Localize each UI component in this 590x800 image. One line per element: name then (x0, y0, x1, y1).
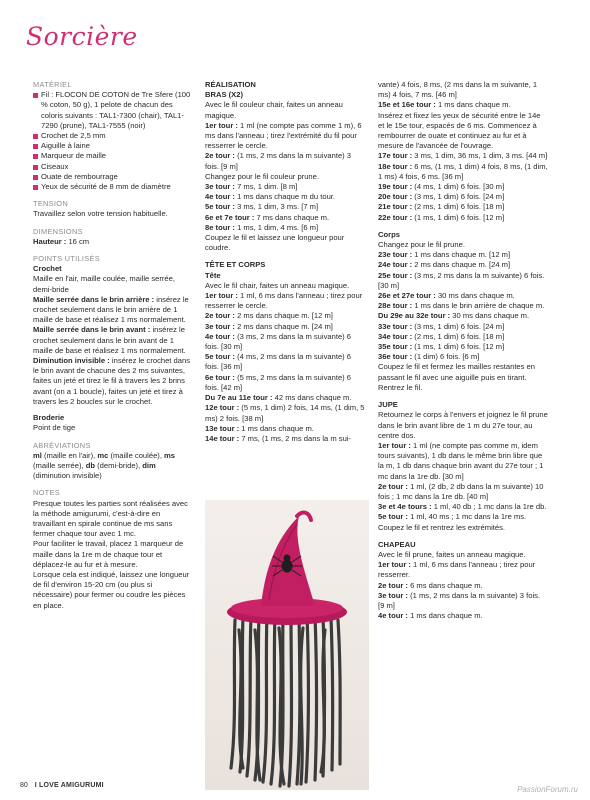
abbreviations-heading: ABRÉVIATIONS (33, 440, 91, 450)
page-footer (20, 782, 104, 789)
instruction-row: 34e tour : (2 ms, 1 dim) 6 fois. [18 m] (378, 331, 505, 341)
instruction-row: 4e tour : 1 ms dans chaque m du tour. (205, 192, 336, 202)
magazine-name: I LOVE AMIGURUMI (34, 782, 104, 789)
page-number: 80 (20, 782, 28, 789)
jupe-rows (378, 410, 548, 532)
chapeau-rows (378, 550, 548, 621)
instruction-row: 20e tour : (3 ms, 1 dim) 6 fois. [24 m] (378, 192, 505, 202)
instruction-row: Changez pour le fil prune. (378, 240, 465, 250)
dimensions-heading: DIMENSIONS (33, 226, 83, 236)
instruction-row: 28e tour : 1 ms dans le brin arrière de chaque m. (378, 301, 545, 311)
stitch-back-loop: Maille serrée dans le brin arrière : insérez le crochet seulement dans le brin arrière de 1 maille de base et réalisez 1 ms normalement. (33, 294, 189, 325)
materiel-item: Ouate de rembourrage (33, 172, 191, 182)
instruction-row: Coupez le fil et fermez les mailles restantes en passant le fil avec une aiguille puis en tirant. Rentrez le fil. (378, 362, 536, 392)
column-realisation (205, 80, 367, 444)
bras-rows (205, 121, 367, 254)
tete-intro: Avec le fil chair, faites un anneau magique. (205, 280, 350, 290)
head-continued-rows (378, 80, 548, 223)
abbreviations-text: ml (maille en l'air), mc (maille coulée), ms (maille serrée), db (demi-bride), dim (diminution invisible) (33, 450, 176, 481)
instruction-row: 21e tour : (2 ms, 1 dim) 6 fois. [18 m] (378, 202, 505, 212)
bras-heading: BRAS (X2) (205, 90, 243, 100)
bras-intro: Avec le fil couleur chair, faites un anneau magique. (205, 100, 343, 120)
instruction-row: 8e tour : 1 ms, 1 dim, 4 ms. [6 m] (205, 222, 319, 232)
instruction-row: 19e tour : (4 ms, 1 dim) 6 fois. [30 m] (378, 182, 505, 192)
jupe-heading: JUPE (378, 400, 398, 410)
tete-heading: TÊTE ET CORPS (205, 260, 266, 270)
column-continuation (378, 80, 548, 621)
instruction-row: Retournez le corps à l'envers et joignez le fil prune dans le brin avant libre de 1 m du 27e tour, au centre dos. (378, 410, 548, 440)
instruction-row: 33e tour : (3 ms, 1 dim) 6 fois. [24 m] (378, 321, 505, 331)
materiel-item: Aiguille à laine (33, 141, 191, 151)
notes-heading: NOTES (33, 488, 60, 498)
corps-heading: Corps (378, 229, 400, 239)
instruction-row: 15e et 16e tour : 1 ms dans chaque m. (378, 100, 511, 110)
instruction-row: 6e tour : (5 ms, 2 ms dans la m suivante) 6 fois. [42 m] (205, 372, 352, 392)
notes-paragraph: Presque toutes les parties sont réalisées avec la méthode amigurumi, c'est-à-dire en travaillant en spirale continue de ms sans fermer chaque tour avec 1 mc. (33, 498, 188, 539)
tension-heading: TENSION (33, 199, 68, 209)
instruction-row: 1er tour : 1 ml (ne compte pas comme 1 m), 6 ms dans l'anneau ; tirez l'extrémité du fil pour resserrer le cercle. (205, 120, 362, 151)
instruction-row: 24e tour : 2 ms dans chaque m. [24 m] (378, 260, 511, 270)
instruction-row: 3e et 4e tours : 1 ml, 40 db ; 1 mc dans la 1re db. (378, 502, 547, 512)
instruction-row: Changez pour le fil couleur prune. (205, 171, 319, 181)
crochet-text: Maille en l'air, maille coulée, maille serrée, demi-bride (33, 274, 175, 294)
instruction-row: 2e tour : 6 ms dans chaque m. (378, 580, 483, 590)
instruction-row: 1er tour : 1 ml, 6 ms dans l'anneau ; tirez pour resserrer le cercle. (205, 291, 363, 311)
broderie-text: Point de tige (33, 423, 76, 433)
instruction-row: Du 29e au 32e tour : 30 ms dans chaque m. (378, 311, 530, 321)
column-materials (33, 80, 191, 611)
watermark: PassionForum.ru (517, 785, 578, 794)
instruction-row: 4e tour : (3 ms, 2 ms dans la m suivante) 6 fois. [30 m] (205, 331, 352, 352)
instruction-row: 2e tour : 2 ms dans chaque m. [12 m] (205, 311, 333, 321)
instruction-row: 17e tour : 3 ms, 1 dim, 36 ms, 1 dim, 3 ms. [44 m] (378, 151, 548, 161)
materiel-item: Crochet de 2,5 mm (33, 131, 191, 141)
instruction-row: Coupez le fil et rentrez les extrémités. (378, 522, 506, 532)
materiel-item: Fil : FLOCON DE COTON de Tre Sfere (100 % coton, 50 g), 1 pelote de chacun des coloris suivants : TAL1-7300 (chair), TAL1-7290 (prune), TAL1-7555 (noir) (33, 90, 191, 131)
instruction-row: 3e tour : 7 ms, 1 dim. [8 m] (205, 182, 298, 192)
materiel-list (33, 90, 191, 192)
page-title: Sorcière (26, 22, 138, 51)
tension-text: Travaillez selon votre tension habituelle. (33, 209, 168, 219)
materiel-item: Yeux de sécurité de 8 mm de diamètre (33, 182, 191, 192)
dimensions-text: Hauteur : 16 cm (33, 236, 90, 246)
notes-paragraph: Lorsque cela est indiqué, laissez une longueur de fil d'environ 15-20 cm (ou plus si nécessaire) pour fermer ou coudre les pièces en place. (33, 569, 190, 610)
instruction-row: 35e tour : (1 ms, 1 dim) 6 fois. [12 m] (378, 342, 505, 352)
instruction-row: 5e tour : 3 ms, 1 dim, 3 ms. [7 m] (205, 202, 319, 212)
realisation-heading: RÉALISATION (205, 80, 256, 89)
instruction-row: 22e tour : (1 ms, 1 dim) 6 fois. [12 m] (378, 212, 505, 222)
materiel-item: Marqueur de maille (33, 151, 191, 161)
instruction-row: 18e tour : 6 ms, (1 ms, 1 dim) 4 fois, 8 ms, (1 dim, 1 ms) 4 fois, 6 ms. [36 m] (378, 161, 548, 181)
instruction-row: 36e tour : (1 dim) 6 fois. [6 m] (378, 352, 480, 362)
chapeau-heading: CHAPEAU (378, 539, 416, 549)
instruction-row: 12e tour : (5 ms, 1 dim) 2 fois, 14 ms, (1 dim, 5 ms) 2 fois. [38 m] (205, 403, 365, 423)
instruction-row: Du 7e au 11e tour : 42 ms dans chaque m. (205, 393, 352, 403)
instruction-row: 13e tour : 1 ms dans chaque m. (205, 423, 314, 433)
instruction-row: 5e tour : (4 ms, 2 ms dans la m suivante) 6 fois. [36 m] (205, 352, 352, 372)
tete-rows (205, 291, 367, 444)
stitch-front-loop: Maille serrée dans le brin avant : insérez le crochet seulement dans le brin avant de 1 maille de base et réalisez 1 ms normalement. (33, 325, 186, 355)
crochet-heading: Crochet (33, 264, 62, 274)
instruction-row: 26e et 27e tour : 30 ms dans chaque m. (378, 291, 515, 301)
instruction-row: 1er tour : 1 ml (ne compte pas comme m, idem tours suivants), 1 db dans le même brin libre que la m, 1 db dans chaque brin avant du 27e tour ; 1 mc dans la 1re db. [30 m] (378, 440, 544, 481)
instruction-row: 3e tour : 2 ms dans chaque m. [24 m] (205, 321, 333, 331)
instruction-row: 1er tour : 1 ml, 6 ms dans l'anneau ; tirez pour resserrer. (378, 560, 536, 580)
instruction-row: 3e tour : (1 ms, 2 ms dans la m suivante) 3 fois. [9 m] (378, 590, 541, 610)
instruction-row: vante) 4 fois, 8 ms, (2 ms dans la m suivante, 1 ms) 4 fois, 7 ms. [46 m] (378, 80, 538, 100)
notes-paragraph: Pour faciliter le travail, placez 1 marqueur de maille dans la 1re m de chaque tour et déplacez-le au fur et à mesure. (33, 539, 184, 569)
instruction-row: 4e tour : 1 ms dans chaque m. (378, 611, 483, 621)
instruction-row: 6e et 7e tour : 7 ms dans chaque m. (205, 212, 330, 222)
instruction-row: 25e tour : (3 ms, 2 ms dans la m suivante) 6 fois. [30 m] (378, 270, 545, 290)
materiel-heading: MATÉRIEL (33, 80, 72, 89)
broderie-heading: Broderie (33, 413, 65, 423)
instruction-row: 2e tour : (1 ms, 2 ms dans la m suivante) 3 fois. [9 m] (205, 151, 352, 171)
instruction-row: 23e tour : 1 ms dans chaque m. [12 m] (378, 250, 511, 260)
materiel-item: Ciseaux (33, 162, 191, 172)
instruction-row: 14e tour : 7 ms, (1 ms, 2 ms dans la m sui- (205, 433, 352, 443)
instruction-row: Coupez le fil et laissez une longueur pour coudre. (205, 233, 345, 253)
instruction-row: Insérez et fixez les yeux de sécurité entre le 14e et le 15e tour, espacés de 6 ms. Commencez à rembourrer de ouate et continuez au fur et à mesure de l'avancée de l'ouvrage. (378, 110, 541, 151)
corps-rows (378, 240, 548, 393)
tete-subheading: Tête (205, 270, 221, 280)
instruction-row: 2e tour : 1 ml, (2 db, 2 db dans la m suivante) 10 fois ; 1 mc dans la 1re db. [40 m] (378, 481, 544, 501)
instruction-row: 5e tour : 1 ml, 40 ms ; 1 mc dans la 1re ms. (378, 512, 527, 522)
witch-amigurumi-photo (205, 500, 369, 790)
instruction-row: Avec le fil prune, faites un anneau magique. (378, 549, 526, 559)
witch-figure-illustration (205, 500, 369, 790)
stitch-invisible-decrease: Diminution invisible : insérez le crochet dans le brin avant de chacune des 2 ms suivantes, faites un jeté et tirez le fil à travers les 2 brins avant (on a 1 boucle), faites un jeté et tirez à travers les 2 boucles sur le crochet. (33, 356, 190, 406)
points-heading: POINTS UTILISÉS (33, 254, 100, 264)
